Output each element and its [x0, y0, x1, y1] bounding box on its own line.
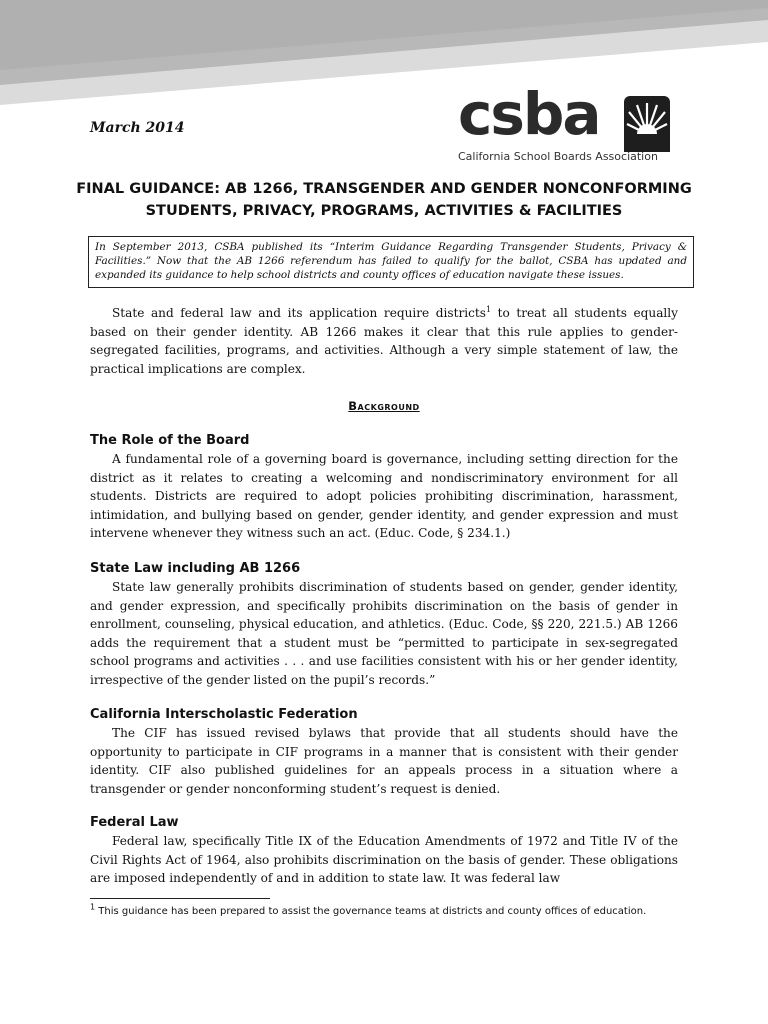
- opening-paragraph: [90, 304, 678, 378]
- section-text-cif: [90, 724, 678, 798]
- section-paragraph: State law generally prohibits discrimination of students based on gender, gender identity, and gender expression, and specifically prohibits discrimination on the basis of gender in enrollment, counseling, physical education, and athletics. (Educ. Code, §§ 220, 221.5.) AB 1266 adds the requirement that a student must be “permitted to participate in sex-segregated school programs and activities . . . and use facilities consistent with his or her gender identity, irrespective of the gender listed on the pupil’s records.”: [90, 580, 678, 687]
- title-line-1: FINAL GUIDANCE: AB 1266, TRANSGENDER AND GENDER NONCONFORMING: [76, 181, 692, 197]
- footnote-divider: [90, 898, 270, 899]
- opening-text-start: State and federal law and its application require districts: [112, 306, 486, 320]
- logo-wordmark: csba: [458, 80, 600, 148]
- section-heading-board: The Role of the Board: [90, 433, 250, 448]
- section-paragraph: The CIF has issued revised bylaws that provide that all students should have the opportunity to participate in CIF programs in a manner that is consistent with their gender identity. CIF also published guidelines for an appeals process in a situation where a transgender or gender nonconforming student’s request is denied.: [90, 726, 678, 796]
- background-heading: Background: [348, 399, 420, 413]
- logo-subtitle: California School Boards Association: [458, 150, 658, 163]
- section-heading-federal: Federal Law: [90, 815, 179, 830]
- intro-box: In September 2013, CSBA published its “Interim Guidance Regarding Transgender Students, Privacy & Facilities.” Now that the AB 1266 referendum has failed to qualify for the ballot, CSBA has updated and expanded its guidance to help school districts and county offices of education navigate these issues.: [88, 236, 694, 288]
- section-text-state-law: [90, 578, 678, 690]
- section-text-federal: [90, 832, 678, 888]
- csba-logo: [458, 80, 690, 168]
- section-text-board: [90, 450, 678, 543]
- document-date: March 2014: [90, 120, 185, 136]
- section-heading-cif: California Interscholastic Federation: [90, 707, 358, 722]
- section-heading-state-law: State Law including AB 1266: [90, 561, 301, 576]
- document-title: [60, 178, 708, 222]
- sunburst-emblem-icon: [624, 96, 670, 152]
- footnote: [90, 902, 690, 917]
- footnote-text: This guidance has been prepared to assist the governance teams at districts and county offices of education.: [95, 906, 647, 917]
- footnote-ref: 1: [485, 304, 492, 314]
- opening-text-end: to treat all students equally based on their gender identity. AB 1266 makes it clear that this rule applies to gender-segregated facilities, programs, and activities. Although a very simple statement of law, the practical implications are complex.: [90, 306, 678, 376]
- title-line-2: STUDENTS, PRIVACY, PROGRAMS, ACTIVITIES & FACILITIES: [145, 203, 623, 219]
- section-paragraph: Federal law, specifically Title IX of the Education Amendments of 1972 and Title IV of the Civil Rights Act of 1964, also prohibits discrimination on the basis of gender. These obligations are imposed independently of and in addition to state law. It was federal law: [90, 834, 678, 886]
- footnote-number: 1: [90, 902, 96, 912]
- section-paragraph: A fundamental role of a governing board is governance, including setting direction for the district as it relates to creating a welcoming and nondiscriminatory environment for all students. Districts are required to adopt policies prohibiting discrimination, harassment, intimidation, and bullying based on gender, gender identity, and gender expression and must intervene whenever they witness such an act. (Educ. Code, § 234.1.): [90, 452, 678, 541]
